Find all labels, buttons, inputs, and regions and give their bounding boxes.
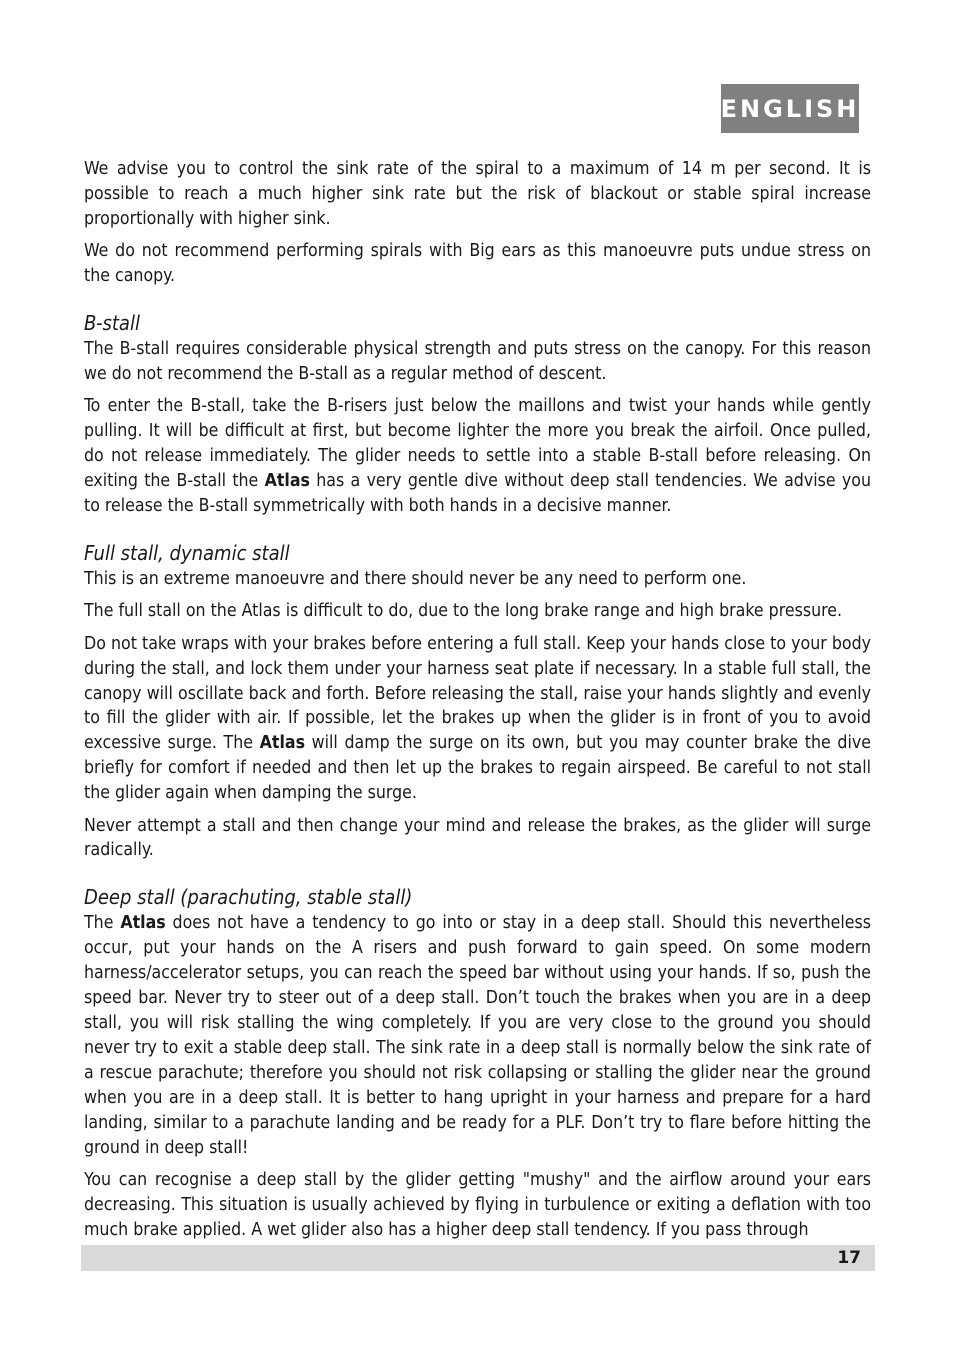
brand-name: Atlas bbox=[120, 913, 166, 934]
brand-name: Atlas bbox=[264, 471, 310, 492]
fullstall-paragraph-2: The full stall on the Atlas is difficult to do, due to the long brake range and high brake pressure. bbox=[84, 601, 842, 622]
deepstall-paragraph-1: The Atlas does not have a tendency to go into or stay in a deep stall. Should this nevertheless occur, put your hands on the A risers and push forward to gain speed. On some modern harness/accelerator setups, you can reach the speed bar without using your hands. If so, push the speed bar. Never try to steer out of a deep stall. Don’t touch the brakes when you are in a deep stall, you will risk stalling the wing completely. If you are very close to the ground you should never try to exit a stable deep stall. The sink rate in a deep stall is normally below the sink rate of a rescue parachute; therefore you should not risk collapsing or stalling the glider near the ground when you are in a deep stall. It is better to hang upright in your harness and prepare for a hard landing, similar to a parachute landing and be ready for a PLF. Don’t try to flare before hitting the ground in deep stall! bbox=[84, 913, 872, 1158]
language-badge: ENGLISH bbox=[721, 84, 859, 133]
footer-bar bbox=[81, 1245, 875, 1271]
section-heading-deepstall: Deep stall (parachuting, stable stall) bbox=[84, 885, 413, 910]
page-number: 17 bbox=[837, 1248, 861, 1268]
fullstall-paragraph-1: This is an extreme manoeuvre and there should never be any need to perform one. bbox=[84, 568, 747, 589]
section-heading-fullstall: Full stall, dynamic stall bbox=[84, 540, 290, 565]
intro-paragraph-2: We do not recommend performing spirals with Big ears as this manoeuvre puts undue stress on the canopy. bbox=[84, 241, 871, 287]
fullstall-paragraph-4: Never attempt a stall and then change your mind and release the brakes, as the glider will surge radically. bbox=[84, 815, 871, 861]
section-heading-bstall: B-stall bbox=[84, 311, 140, 336]
page-body bbox=[84, 157, 871, 1250]
fullstall-paragraph-3: Do not take wraps with your brakes before entering a full stall. Keep your hands close to your body during the stall, and lock them under your harness seat plate if necessary. In a stable full stall, the canopy will oscillate back and forth. Before releasing the stall, raise your hands slightly and evenly to fill the glider with air. If possible, let the brakes up when the glider is in front of you to avoid excessive surge. The Atlas will damp the surge on its own, but you may counter brake the dive briefly for comfort if needed and then let up the brakes to regain airspeed. Be careful to not stall the glider again when damping the surge. bbox=[84, 633, 871, 804]
deepstall-paragraph-2: You can recognise a deep stall by the glider getting "mushy" and the airflow around your ears decreasing. This situation is usually achieved by flying in turbulence or exiting a deflation with too much brake applied. A wet glider also has a higher deep stall tendency. If you pass through bbox=[84, 1169, 871, 1240]
intro-paragraph-1: We advise you to control the sink rate of the spiral to a maximum of 14 m per second. It is possible to reach a much higher sink rate but the risk of blackout or stable spiral increase proportionally with higher sink. bbox=[84, 159, 871, 229]
bstall-paragraph-2: To enter the B-stall, take the B-risers just below the maillons and twist your hands while gently pulling. It will be difficult at first, but become lighter the more you break the airfoil. Once pulled, do not release immediately. The glider needs to settle into a stable B-stall before releasing. On exiting the B-stall the Atlas has a very gentle dive without deep stall tendencies. We advise you to release the B-stall symmetrically with both hands in a decisive manner. bbox=[84, 396, 871, 516]
bstall-paragraph-1: The B-stall requires considerable physical strength and puts stress on the canopy. For this reason we do not recommend the B-stall as a regular method of descent. bbox=[84, 339, 871, 384]
brand-name: Atlas bbox=[259, 733, 305, 754]
